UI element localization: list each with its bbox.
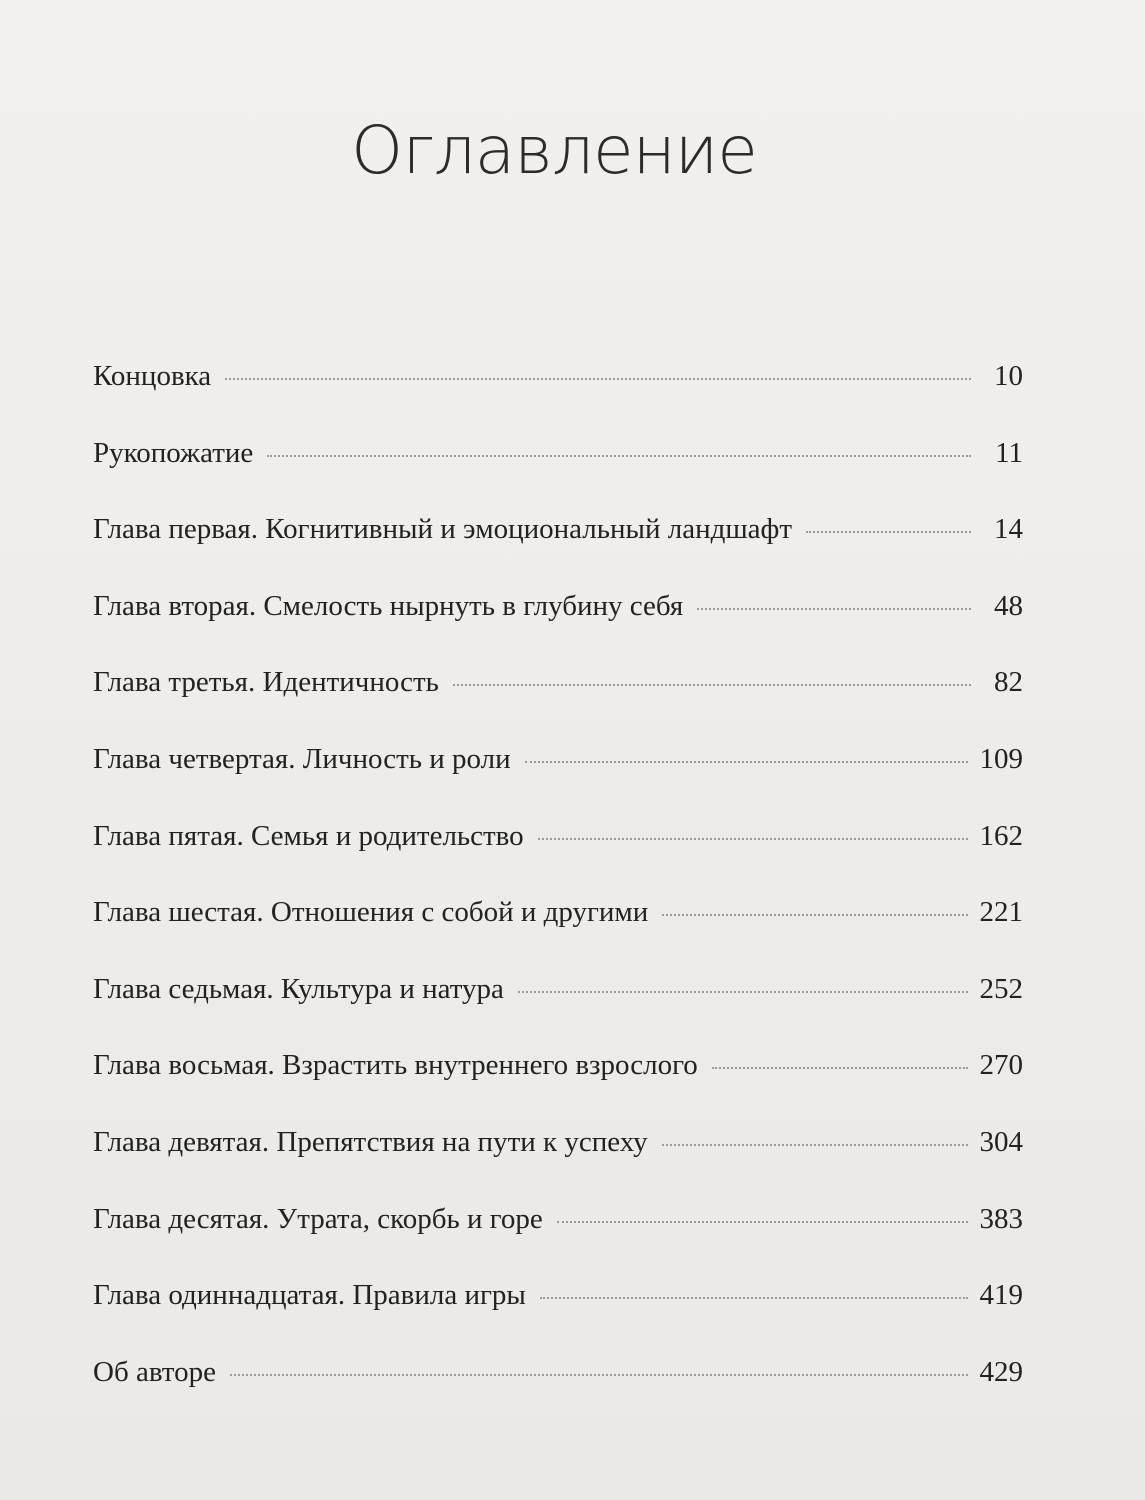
toc-entry-page: 383 bbox=[979, 1202, 1023, 1235]
dot-leader bbox=[557, 1221, 968, 1223]
dot-leader bbox=[697, 608, 971, 610]
dot-leader bbox=[538, 838, 968, 840]
toc-entry-label: Глава девятая. Препятствия на пути к успеху bbox=[93, 1125, 648, 1158]
toc-entry bbox=[93, 1203, 1023, 1280]
toc-entry-page: 48 bbox=[994, 589, 1023, 622]
toc-entry-page: 304 bbox=[979, 1125, 1023, 1158]
toc-entry bbox=[93, 1356, 1023, 1433]
toc-entry-label: Рукопожатие bbox=[93, 436, 254, 469]
toc-entry bbox=[93, 1279, 1023, 1356]
toc-entry bbox=[93, 973, 1023, 1050]
dot-leader bbox=[453, 684, 971, 686]
toc-entry bbox=[93, 1049, 1023, 1126]
toc-entry-label: Глава одиннадцатая. Правила игры bbox=[93, 1279, 526, 1312]
toc-entry-page: 82 bbox=[994, 666, 1023, 699]
toc-entry bbox=[93, 590, 1023, 667]
toc-entry-label: Глава седьмая. Культура и натура bbox=[93, 972, 504, 1005]
toc-entry-page: 429 bbox=[979, 1355, 1023, 1388]
toc-entry-label: Глава четвертая. Личность и роли bbox=[93, 742, 511, 775]
toc-entry bbox=[93, 743, 1023, 820]
dot-leader bbox=[806, 531, 971, 533]
toc-entry-page: 109 bbox=[979, 742, 1023, 775]
dot-leader bbox=[540, 1297, 968, 1299]
toc-entry bbox=[93, 820, 1023, 897]
toc-entry-page: 252 bbox=[979, 972, 1023, 1005]
dot-leader bbox=[712, 1067, 968, 1069]
toc-entry-page: 162 bbox=[979, 819, 1023, 852]
toc-entry-label: Об авторе bbox=[93, 1355, 216, 1388]
toc-entry-page: 11 bbox=[995, 436, 1023, 469]
dot-leader bbox=[230, 1374, 968, 1376]
toc-entry bbox=[93, 437, 1023, 514]
toc-entry-label: Глава восьмая. Взрастить внутреннего взрослого bbox=[93, 1049, 698, 1082]
toc-entry-page: 270 bbox=[979, 1049, 1023, 1082]
page-title: Оглавление bbox=[351, 112, 757, 189]
dot-leader bbox=[518, 991, 968, 993]
toc-entry-label: Глава шестая. Отношения с собой и другими bbox=[93, 896, 649, 929]
toc-entry-label: Концовка bbox=[93, 360, 212, 392]
dot-leader bbox=[225, 378, 971, 380]
toc-entry-page: 14 bbox=[994, 513, 1023, 546]
toc-entry bbox=[93, 360, 1023, 437]
dot-leader bbox=[525, 761, 968, 763]
toc-entry bbox=[93, 513, 1023, 590]
toc-entry-page: 10 bbox=[994, 360, 1023, 392]
toc-entry bbox=[93, 1126, 1023, 1203]
toc-entry-label: Глава третья. Идентичность bbox=[93, 666, 439, 699]
dot-leader bbox=[267, 455, 971, 457]
toc-entry-label: Глава первая. Когнитивный и эмоциональный ландшафт bbox=[93, 513, 793, 546]
toc-entry-page: 221 bbox=[979, 896, 1023, 929]
dot-leader bbox=[662, 1144, 968, 1146]
table-of-contents bbox=[93, 360, 1023, 1432]
dot-leader bbox=[662, 914, 967, 916]
toc-entry bbox=[93, 896, 1023, 973]
toc-entry bbox=[93, 666, 1023, 743]
toc-entry-label: Глава пятая. Семья и родительство bbox=[93, 819, 524, 852]
toc-entry-label: Глава десятая. Утрата, скорбь и горе bbox=[93, 1202, 543, 1235]
toc-entry-page: 419 bbox=[979, 1279, 1023, 1312]
toc-entry-label: Глава вторая. Смелость нырнуть в глубину себя bbox=[93, 589, 684, 622]
